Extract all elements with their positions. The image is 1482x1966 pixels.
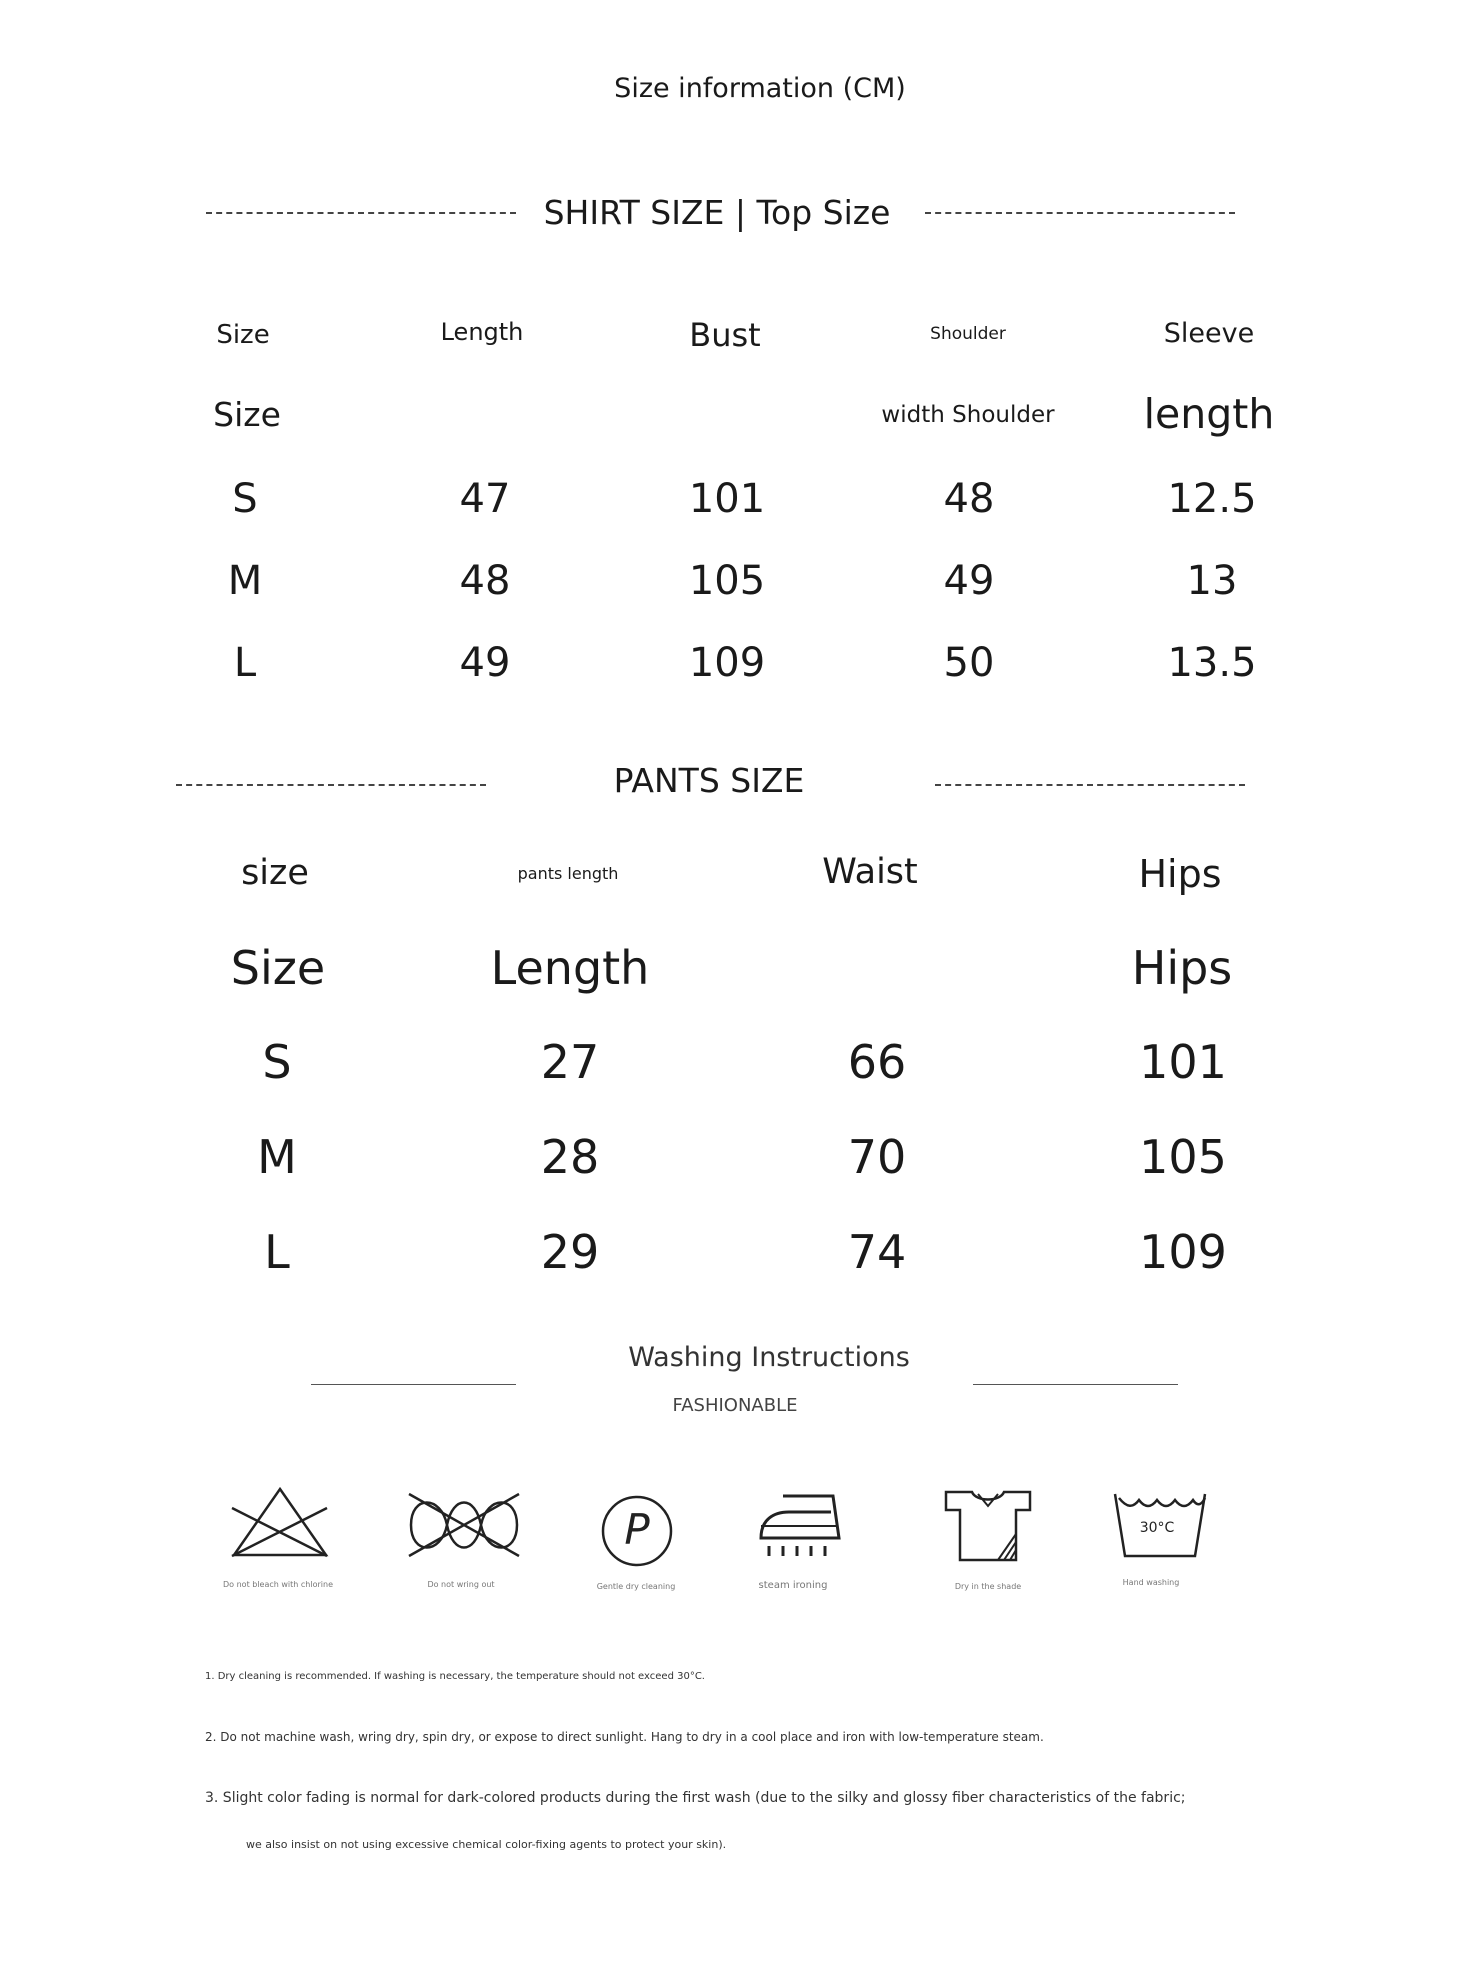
pants-cell-length: 27 — [540, 1035, 600, 1089]
shirt-header2-size: Size — [213, 395, 281, 434]
pants-header-size: size — [241, 853, 309, 893]
pants-cell-hips: 101 — [1139, 1035, 1227, 1089]
shirt-cell-length: 47 — [459, 476, 511, 522]
pants-header2-size: Size — [230, 941, 326, 995]
shirt-cell-shoulder: 49 — [943, 558, 995, 604]
shirt-cell-size: S — [232, 476, 258, 522]
pants-header-waist: Waist — [822, 852, 918, 892]
svg-text:P: P — [624, 1505, 650, 1554]
shirt-cell-shoulder: 50 — [943, 640, 995, 686]
shirt-cell-bust: 109 — [688, 640, 766, 686]
pants-cell-length: 29 — [540, 1225, 600, 1279]
no-bleach-caption: Do not bleach with chlorine — [223, 1580, 333, 1589]
pants-cell-size: S — [262, 1035, 292, 1089]
no-bleach-icon — [229, 1486, 331, 1558]
shirt-cell-bust: 101 — [688, 476, 766, 522]
shirt-header-bust: Bust — [689, 316, 761, 354]
dry-in-shade-icon — [942, 1488, 1034, 1564]
steam-iron-icon — [757, 1490, 843, 1562]
pants-header-hips: Hips — [1138, 852, 1222, 896]
shirt-cell-length: 48 — [459, 558, 511, 604]
pants-cell-size: L — [264, 1225, 290, 1279]
pants-right-divider — [935, 784, 1245, 786]
care-note-3-cont: we also insist on not using excessive chemical color-fixing agents to protect your skin). — [246, 1838, 727, 1851]
shirt-cell-sleeve: 13 — [1186, 558, 1238, 604]
pants-header2-hips: Hips — [1131, 941, 1233, 995]
pants-cell-waist: 70 — [847, 1130, 907, 1184]
shirt-cell-length: 49 — [459, 640, 511, 686]
shirt-cell-size: L — [233, 640, 257, 686]
shirt-header-length: Length — [440, 318, 524, 346]
wash-temperature-label: 30°C — [1139, 1520, 1175, 1536]
pants-header2-length: Length — [490, 941, 650, 995]
shirt-header-shoulder: Shoulder — [930, 324, 1006, 344]
shirt-cell-sleeve: 13.5 — [1167, 640, 1257, 686]
care-note-1: 1. Dry cleaning is recommended. If washing is necessary, the temperature should not exceed 30°C. — [205, 1671, 705, 1682]
care-note-3: 3. Slight color fading is normal for dark-colored products during the first wash (due to the silky and glossy fiber characteristics of the fabric; — [205, 1790, 1186, 1806]
no-wring-icon — [403, 1490, 525, 1560]
washing-subtitle: FASHIONABLE — [672, 1395, 798, 1416]
shirt-header2-length: length — [1143, 390, 1275, 438]
steam-iron-caption: steam ironing — [758, 1580, 828, 1591]
washing-right-rule — [973, 1384, 1178, 1385]
hand-wash-caption: Hand washing — [1122, 1578, 1180, 1587]
pants-cell-waist: 74 — [847, 1225, 907, 1279]
washing-title: Washing Instructions — [628, 1342, 910, 1373]
shirt-right-divider — [925, 212, 1235, 214]
shirt-header2-width-shoulder: width Shoulder — [881, 402, 1055, 428]
shirt-cell-size: M — [227, 558, 263, 604]
shirt-left-divider — [206, 212, 516, 214]
pants-cell-hips: 109 — [1139, 1225, 1227, 1279]
care-note-2: 2. Do not machine wash, wring dry, spin dry, or expose to direct sunlight. Hang to dry in a cool place and iron with low-temperature steam. — [205, 1730, 1044, 1744]
shirt-header-size: Size — [216, 320, 270, 350]
shirt-cell-bust: 105 — [688, 558, 766, 604]
shirt-cell-sleeve: 12.5 — [1167, 476, 1257, 522]
shirt-size-heading: SHIRT SIZE | Top Size — [543, 193, 891, 232]
pants-cell-hips: 105 — [1139, 1130, 1227, 1184]
dry-clean-caption: Gentle dry cleaning — [596, 1582, 676, 1591]
dry-in-shade-caption: Dry in the shade — [954, 1582, 1022, 1591]
shirt-cell-shoulder: 48 — [943, 476, 995, 522]
pants-cell-length: 28 — [540, 1130, 600, 1184]
pants-cell-size: M — [257, 1130, 297, 1184]
pants-cell-waist: 66 — [847, 1035, 907, 1089]
no-wring-caption: Do not wring out — [427, 1580, 495, 1589]
pants-left-divider — [176, 784, 486, 786]
pants-header-pants-length: pants length — [517, 864, 619, 883]
page-title: Size information (CM) — [614, 73, 906, 104]
pants-size-heading: PANTS SIZE — [613, 761, 805, 800]
washing-left-rule — [311, 1384, 516, 1385]
shirt-header-sleeve: Sleeve — [1163, 318, 1255, 349]
dry-clean-p-icon — [600, 1494, 674, 1568]
